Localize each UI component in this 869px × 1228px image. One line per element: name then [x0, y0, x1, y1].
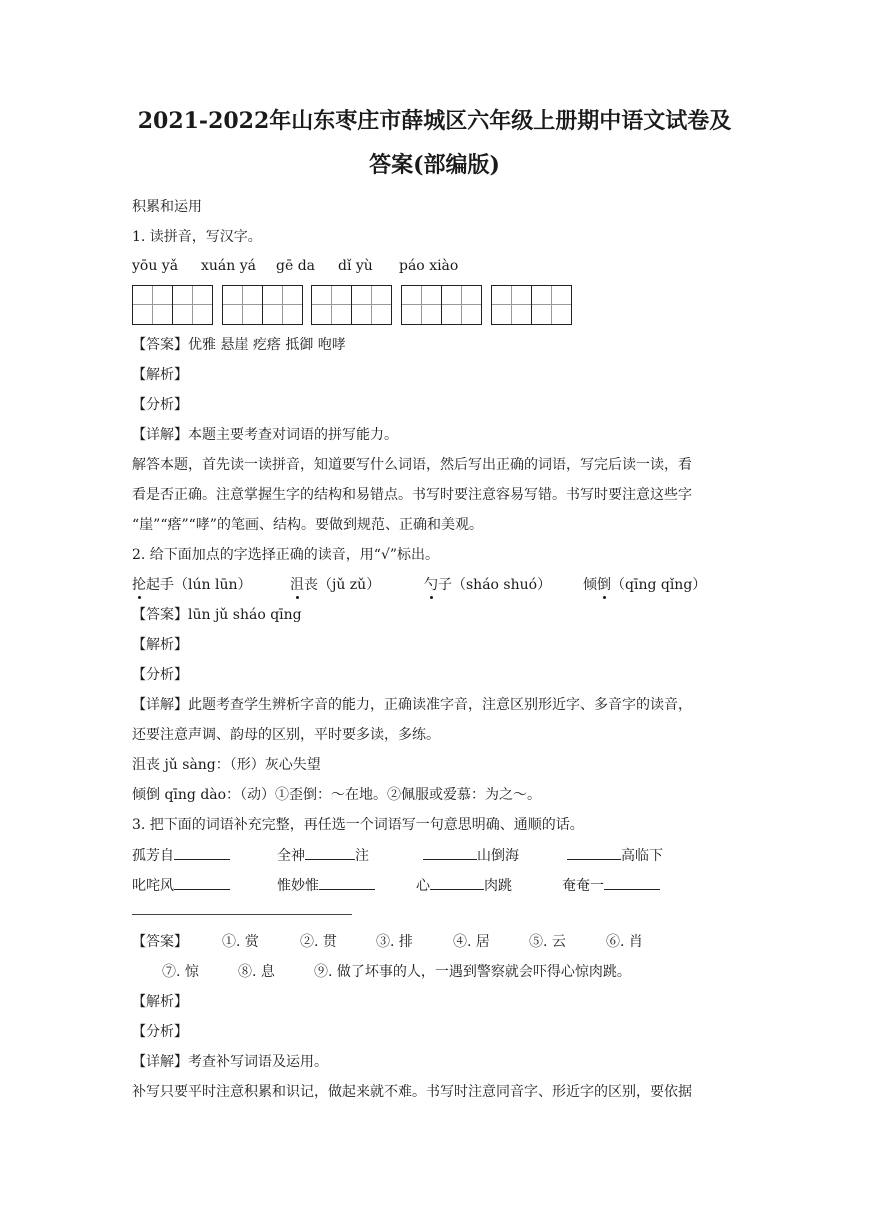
q3-row2-item-4-prefix: 奄奄一	[562, 878, 604, 894]
q2-item-2-dotted-char: 沮	[290, 577, 304, 593]
q3-row2-item-1-prefix: 叱咤风	[132, 878, 174, 894]
q2-item-1-dotted-char: 抡	[132, 577, 146, 593]
q3-row2-item-1	[132, 875, 230, 896]
q2-detail-line1: 【详解】此题考查学生辨析字音的能力，正确读准字音，注意区别形近字、多音字的读音，	[132, 697, 692, 713]
q2-item-3-dotted-char: 勺	[424, 577, 438, 593]
q3-detail: 【详解】考查补写词语及运用。	[132, 1054, 328, 1070]
q3-answer-9: ⑨. 做了坏事的人，一遇到警察就会吓得心惊肉跳。	[314, 964, 631, 980]
q1-prompt: 1. 读拼音，写汉字。	[132, 229, 262, 245]
q2-item-2	[290, 575, 380, 595]
q3-row1-item-3-suffix: 山倒海	[477, 848, 519, 864]
q2-item-4-prefix: 倾	[583, 577, 597, 593]
q3-answer-7: ⑦. 惊	[162, 964, 199, 980]
q2-item-3	[424, 575, 551, 595]
q3-row1-item-2-prefix: 全神	[277, 848, 305, 864]
q3-row2-item-3-suffix: 肉跳	[484, 878, 512, 894]
q3-answer-3: ③. 排	[376, 934, 413, 950]
q3-row1-item-4-suffix: 高临下	[621, 848, 663, 864]
q3-row1-item-1	[132, 845, 230, 866]
q1-pinyin-4: dǐ yù	[338, 258, 373, 274]
q3-row2-item-4	[562, 875, 660, 896]
q1-answer: 【答案】优雅 悬崖 疙瘩 抵御 咆哮	[132, 337, 346, 353]
q2-fenxi: 【分析】	[132, 667, 188, 683]
q3-prompt: 3. 把下面的词语补充完整，再任选一个词语写一句意思明确、通顺的话。	[132, 817, 584, 833]
q2-item-1-text: 起手（lún lūn）	[146, 577, 252, 593]
q3-answer-label: 【答案】	[132, 934, 188, 950]
q3-row2-item-3	[416, 875, 512, 896]
q2-item-4-text: （qīng qǐng）	[611, 577, 707, 593]
q3-row2-item-3-prefix: 心	[416, 878, 430, 894]
fill-blank[interactable]	[319, 875, 375, 890]
section-heading: 积累和运用	[132, 199, 202, 215]
q1-para-line3: “崖”“瘩”“哮”的笔画、结构。要做到规范、正确和美观。	[132, 517, 483, 533]
q3-row1-item-4	[567, 845, 663, 866]
document-title-line2: 答案(部编版)	[369, 152, 500, 178]
q2-note-1: 沮丧 jǔ sàng：（形）灰心失望	[132, 757, 321, 773]
q2-note-2: 倾倒 qīng dào：（动）①歪倒：～在地。②佩服或爱慕：为之～。	[132, 787, 542, 803]
fill-blank[interactable]	[604, 875, 660, 890]
q3-answer-6: ⑥. 肖	[606, 934, 643, 950]
q3-answer-8: ⑧. 息	[238, 964, 275, 980]
q2-detail-line2: 还要注意声调、韵母的区别，平时要多读，多练。	[132, 727, 440, 743]
tianzige-box-2[interactable]	[222, 285, 303, 325]
q3-answer-5: ⑤. 云	[529, 934, 566, 950]
q1-para-line1: 解答本题，首先读一读拼音，知道要写什么词语，然后写出正确的词语，写完后读一读，看	[132, 457, 692, 473]
fill-blank[interactable]	[423, 845, 477, 860]
q3-answer-4: ④. 居	[453, 934, 490, 950]
q3-answer-1: ①. 赏	[222, 934, 259, 950]
tianzige-box-3[interactable]	[311, 285, 392, 325]
q1-pinyin-3: gē da	[276, 258, 316, 274]
q2-answer: 【答案】lūn jǔ sháo qīng	[132, 607, 302, 623]
q1-detail: 【详解】本题主要考查对词语的拼写能力。	[132, 427, 398, 443]
sentence-answer-line[interactable]	[132, 914, 352, 915]
q2-jiexi: 【解析】	[132, 637, 188, 653]
tianzige-box-1[interactable]	[132, 285, 213, 325]
q3-row1-item-2-suffix: 注	[355, 848, 369, 864]
q1-jiexi: 【解析】	[132, 367, 188, 383]
fill-blank[interactable]	[174, 875, 230, 890]
q3-row2-item-2	[277, 875, 375, 896]
q2-item-3-text: 子（sháo shuó）	[438, 577, 552, 593]
q3-fenxi: 【分析】	[132, 1024, 188, 1040]
q2-item-1	[132, 575, 251, 595]
fill-blank[interactable]	[430, 875, 484, 890]
fill-blank[interactable]	[567, 845, 621, 860]
q1-fenxi: 【分析】	[132, 397, 188, 413]
tianzige-box-5[interactable]	[491, 285, 572, 325]
q1-pinyin-2: xuán yá	[201, 258, 256, 274]
q2-item-4-dotted-char: 倒	[597, 577, 611, 593]
q2-prompt: 2. 给下面加点的字选择正确的读音，用“√”标出。	[132, 547, 440, 563]
q1-pinyin-5: páo xiào	[399, 258, 459, 274]
tianzige-box-4[interactable]	[401, 285, 482, 325]
q1-pinyin-1: yōu yǎ	[132, 258, 179, 274]
q3-jiexi: 【解析】	[132, 994, 188, 1010]
q3-answer-2: ②. 贯	[300, 934, 337, 950]
q1-para-line2: 看是否正确。注意掌握生字的结构和易错点。书写时要注意容易写错。书写时要注意这些字	[132, 487, 692, 503]
q2-item-4	[583, 575, 706, 595]
q3-row1-item-2	[277, 845, 369, 866]
q3-row1-item-1-prefix: 孤芳自	[132, 848, 174, 864]
q3-row2-item-2-prefix: 惟妙惟	[277, 878, 319, 894]
fill-blank[interactable]	[305, 845, 355, 860]
document-title-line1: 2021-2022年山东枣庄市薛城区六年级上册期中语文试卷及	[137, 108, 732, 134]
fill-blank[interactable]	[174, 845, 230, 860]
q3-para: 补写只要平时注意积累和识记，做起来就不难。书写时注意同音字、形近字的区别，要依据	[132, 1084, 692, 1100]
q2-item-2-text: 丧（jǔ zǔ）	[304, 577, 381, 593]
q3-row1-item-3	[423, 845, 519, 866]
